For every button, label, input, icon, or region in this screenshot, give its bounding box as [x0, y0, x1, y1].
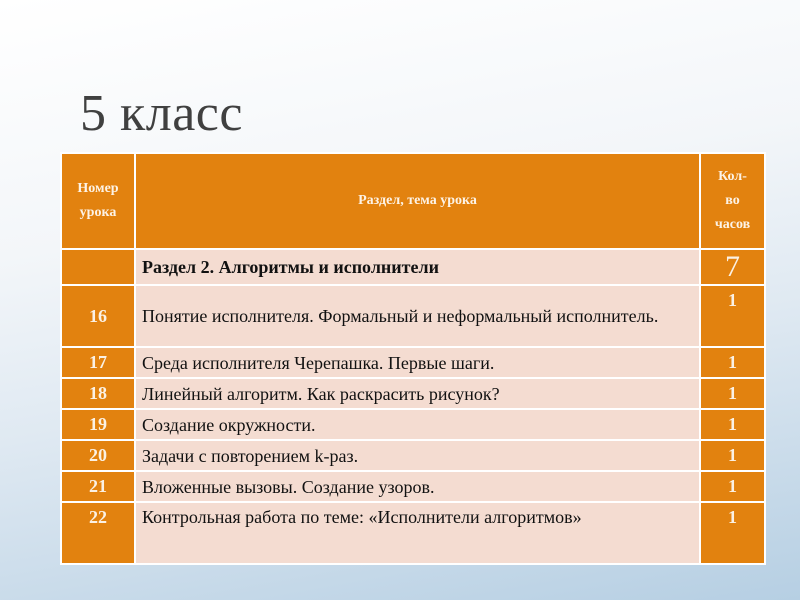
lesson-number: 19: [61, 409, 135, 440]
lesson-topic: Контрольная работа по теме: «Исполнители алгоритмов»: [135, 502, 700, 564]
lesson-table: [60, 152, 766, 565]
lesson-number: 21: [61, 471, 135, 502]
header-hours-line1: Кол-: [718, 169, 747, 184]
lesson-topic: Вложенные вызовы. Создание узоров.: [135, 471, 700, 502]
lesson-hours: 1: [700, 502, 765, 564]
lesson-hours: 1: [700, 409, 765, 440]
lesson-number: 16: [61, 285, 135, 347]
lesson-topic: Задачи с повторением k-раз.: [135, 440, 700, 471]
table-header-row: [61, 153, 765, 249]
header-hours-line2: во: [725, 193, 740, 208]
lesson-hours: 1: [700, 440, 765, 471]
lesson-topic: Понятие исполнителя. Формальный и неформальный исполнитель.: [135, 285, 700, 347]
table-row: [61, 347, 765, 378]
lesson-topic: Среда исполнителя Черепашка. Первые шаги.: [135, 347, 700, 378]
section-hours: 7: [700, 249, 765, 285]
section-title: Раздел 2. Алгоритмы и исполнители: [135, 249, 700, 285]
table-row: [61, 409, 765, 440]
lesson-number: 18: [61, 378, 135, 409]
lesson-number: 20: [61, 440, 135, 471]
header-hours-line3: часов: [714, 217, 751, 232]
lesson-number: 22: [61, 502, 135, 564]
lesson-topic: Создание окружности.: [135, 409, 700, 440]
lesson-hours: 1: [700, 285, 765, 347]
table-row: [61, 502, 765, 564]
table-row: [61, 471, 765, 502]
section-number: [61, 249, 135, 285]
header-hours: [700, 153, 765, 249]
header-lesson-number: Номер урока: [61, 153, 135, 249]
table-row: [61, 285, 765, 347]
table-row: [61, 378, 765, 409]
lesson-hours: 1: [700, 471, 765, 502]
header-topic: Раздел, тема урока: [135, 153, 700, 249]
lesson-topic: Линейный алгоритм. Как раскрасить рисунок?: [135, 378, 700, 409]
slide-title: 5 класс: [80, 85, 243, 142]
lesson-hours: 1: [700, 378, 765, 409]
lesson-hours: 1: [700, 347, 765, 378]
lesson-number: 17: [61, 347, 135, 378]
section-row: [61, 249, 765, 285]
table-row: [61, 440, 765, 471]
